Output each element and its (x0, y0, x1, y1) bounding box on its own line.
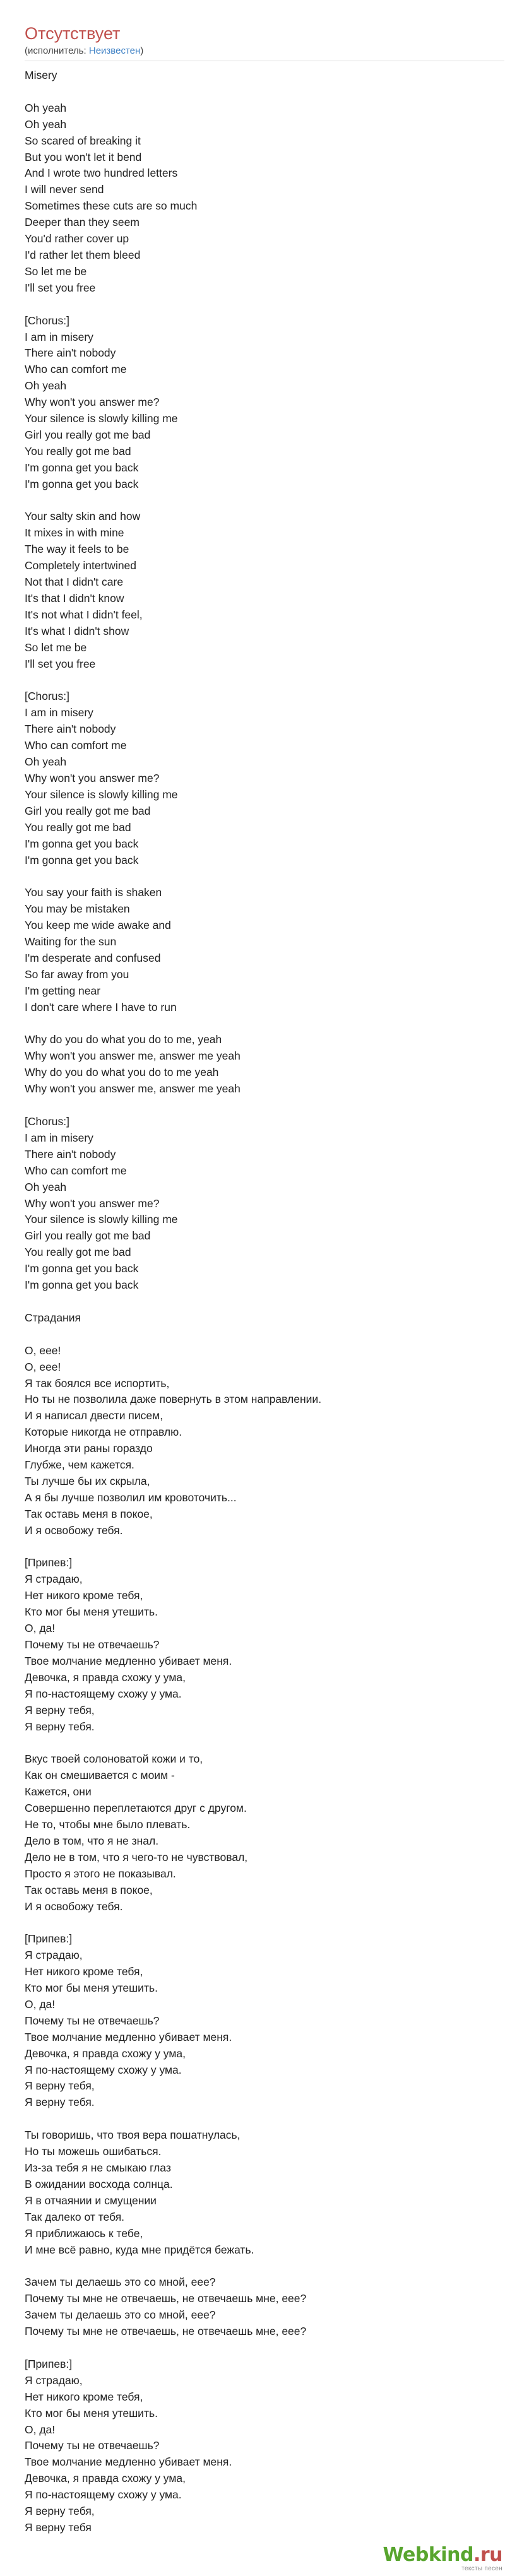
artist-line (25, 45, 479, 57)
lyrics-page (25, 24, 479, 2536)
artist-prefix: (исполнитель: (25, 45, 89, 56)
artist-suffix: ) (140, 45, 144, 56)
lyrics-text: Misery Oh yeah Oh yeah So scared of breaking it But you won't let it bend And I wrote two hundred letters I will never send Sometimes these cuts are so much Deeper than they seem You'd rather cover up I'd rather let them bleed So let me be I'll set you free [Chorus:] I am in misery There ain't nobody Who can comfort me Oh yeah Why won't you answer me? Your silence is slowly killing me Girl you really got me bad You really got me bad I'm gonna get you back I'm gonna get you back Your salty skin and how It mixes in with mine The way it feels to be Completely intertwined Not that I didn't care It's that I didn't know It's not what I didn't feel, It's what I didn't show So let me be I'll set you free [Chorus:] I am in misery There ain't nobody Who can comfort me Oh yeah Why won't you answer me? Your silence is slowly killing me Girl you really got me bad You really got me bad I'm gonna get you back I'm gonna get you back You say your faith is shaken You may be mistaken You keep me wide awake and Waiting for the sun I'm desperate and confused So far away from you I'm getting near I don't care where I have to run Why do you do what you do to me, yeah Why won't you answer me, answer me yeah Why do you do what you do to me yeah Why won't you answer me, answer me yeah [Chorus:] I am in misery There ain't nobody Who can comfort me Oh yeah Why won't you answer me? Your silence is slowly killing me Girl you really got me bad You really got me bad I'm gonna get you back I'm gonna get you back Страдания О, еее! О, еее! Я так боялся все испортить, Но ты не позволила даже повернуть в этом направлении. И я написал двести писем, Которые никогда не отправлю. Иногда эти раны гораздо Глубже, чем кажется. Ты лучше бы их скрыла, А я бы лучше позволил им кровоточить... Так оставь меня в покое, И я освобожу тебя. [Припев:] Я страдаю, Нет никого кроме тебя, Кто мог бы меня утешить. О, да! Почему ты не отвечаешь? Твое молчание медленно убивает меня. Девочка, я правда схожу у ума, Я по-настоящему схожу у ума. Я верну тебя, Я верну тебя. Вкус твоей солоноватой кожи и то, Как он смешивается с моим - Кажется, они Совершенно переплетаются друг с другом. Не то, чтобы мне было плевать. Дело в том, что я не знал. Дело не в том, что я чего-то не чувствовал, Просто я этого не показывал. Так оставь меня в покое, И я освобожу тебя. [Припев:] Я страдаю, Нет никого кроме тебя, Кто мог бы меня утешить. О, да! Почему ты не отвечаешь? Твое молчание медленно убивает меня. Девочка, я правда схожу у ума, Я по-настоящему схожу у ума. Я верну тебя, Я верну тебя. Ты говоришь, что твоя вера пошатнулась, Но ты можешь ошибаться. Из-за тебя я не смыкаю глаз В ожидании восхода солнца. Я в отчаянии и смущении Так далеко от тебя. Я приближаюсь к тебе, И мне всё равно, куда мне придётся бежать. Зачем ты делаешь это со мной, еее? Почему ты мне не отвечаешь, не отвечаешь мне, еее? Зачем ты делаешь это со мной, еее? Почему ты мне не отвечаешь, не отвечаешь мне, еее? [Припев:] Я страдаю, Нет никого кроме тебя, Кто мог бы меня утешить. О, да! Почему ты не отвечаешь? Твое молчание медленно убивает меня. Девочка, я правда схожу у ума, Я по-настоящему схожу у ума. Я верну тебя, Я верну тебя (25, 69, 322, 2534)
site-footer (383, 2546, 502, 2572)
logo-tagline: тексты песен (461, 2565, 502, 2572)
logo-main-text: Webkind (383, 2544, 473, 2566)
site-logo[interactable] (383, 2544, 502, 2566)
logo-tld-text: .ru (473, 2544, 502, 2566)
song-title: Отсутствует (25, 24, 121, 43)
artist-link[interactable]: Неизвестен (88, 45, 141, 56)
